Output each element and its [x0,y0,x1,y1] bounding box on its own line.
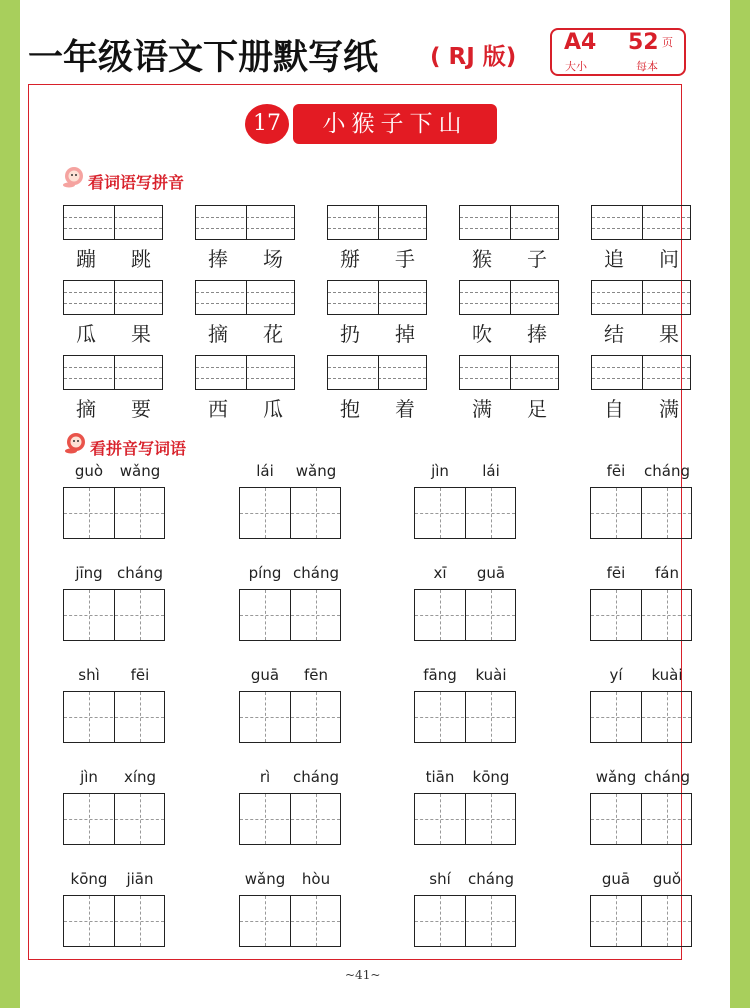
character-writing-box[interactable] [590,691,692,743]
section-look-words-title: 看词语写拼音 [88,173,185,192]
size-label: 大小 [565,60,587,73]
character-writing-box[interactable] [590,793,692,845]
pinyin-label: wǎng [244,870,286,888]
character-writing-box[interactable] [63,691,165,743]
pinyin-answer-box[interactable] [327,280,427,315]
character-writing-box[interactable] [414,691,516,743]
word-character: 足 [527,397,547,421]
character-writing-box[interactable] [590,487,692,539]
pinyin-answer-box[interactable] [63,355,163,390]
pages-value: 52 [628,30,659,55]
pinyin-answer-box[interactable] [459,205,559,240]
pinyin-answer-box[interactable] [459,280,559,315]
pinyin-label: guā [476,564,506,582]
pinyin-label: guǒ [652,870,682,888]
pinyin-label: kuài [651,666,683,684]
word-character: 吹 [472,322,492,346]
character-writing-box[interactable] [414,589,516,641]
pinyin-label: wǎng [595,768,637,786]
section-look-pinyin-title: 看拼音写词语 [90,439,187,458]
pinyin-answer-box[interactable] [327,205,427,240]
word-character: 花 [263,322,283,346]
word-character: 子 [527,247,547,271]
pinyin-label: cháng [468,870,514,888]
pinyin-label: cháng [117,564,163,582]
lion-icon [64,432,88,454]
pinyin-label: guā [250,666,280,684]
pinyin-label: wǎng [119,462,161,480]
pinyin-label: fēi [606,462,626,480]
word-character: 掰 [340,247,360,271]
pinyin-label: rì [259,768,271,786]
pinyin-label: guò [74,462,104,480]
pinyin-label: shì [78,666,100,684]
pinyin-label: xíng [123,768,157,786]
word-character: 结 [604,322,624,346]
size-value: A4 [564,30,597,55]
size-badge [550,28,686,76]
pinyin-label: jīng [75,564,103,582]
character-writing-box[interactable] [63,793,165,845]
pinyin-label: kōng [70,870,108,888]
word-character: 手 [395,247,415,271]
pinyin-answer-box[interactable] [327,355,427,390]
word-character: 问 [659,247,679,271]
character-writing-box[interactable] [239,895,341,947]
word-character: 掉 [395,322,415,346]
pinyin-label: fēi [130,666,150,684]
pinyin-label: shí [429,870,451,888]
pinyin-answer-box[interactable] [195,355,295,390]
pinyin-label: wǎng [295,462,337,480]
pinyin-answer-box[interactable] [591,355,691,390]
pinyin-label: fēn [303,666,329,684]
pinyin-label: jiān [126,870,154,888]
pinyin-label: hòu [301,870,331,888]
pinyin-label: fēi [606,564,626,582]
lesson-title: 小猴子下山 [293,104,497,144]
word-character: 摘 [208,322,228,346]
character-writing-box[interactable] [239,487,341,539]
word-character: 自 [604,397,624,421]
character-writing-box[interactable] [63,895,165,947]
pinyin-label: guā [601,870,631,888]
pinyin-label: fán [655,564,679,582]
pinyin-label: xī [433,564,447,582]
word-character: 满 [659,397,679,421]
word-character: 扔 [340,322,360,346]
word-character: 蹦 [76,247,96,271]
character-writing-box[interactable] [590,895,692,947]
word-character: 追 [604,247,624,271]
character-writing-box[interactable] [63,589,165,641]
character-writing-box[interactable] [239,691,341,743]
pinyin-label: lái [482,462,500,480]
pinyin-answer-box[interactable] [459,355,559,390]
pinyin-label: cháng [293,564,339,582]
word-character: 抱 [340,397,360,421]
pinyin-label: cháng [644,768,690,786]
pinyin-label: cháng [293,768,339,786]
page-number: ~41~ [345,968,381,982]
word-character: 瓜 [263,397,283,421]
character-writing-box[interactable] [239,589,341,641]
character-writing-box[interactable] [414,487,516,539]
word-character: 满 [472,397,492,421]
pinyin-label: kuài [475,666,507,684]
word-character: 捧 [208,247,228,271]
pinyin-label: yí [609,666,623,684]
pinyin-label: píng [248,564,282,582]
pinyin-answer-box[interactable] [195,280,295,315]
pinyin-answer-box[interactable] [63,205,163,240]
character-writing-box[interactable] [590,589,692,641]
pinyin-label: fāng [423,666,457,684]
word-character: 猴 [472,247,492,271]
character-writing-box[interactable] [239,793,341,845]
word-character: 果 [131,322,151,346]
pinyin-label: jìn [431,462,449,480]
page-title: 一年级语文下册默写纸 [28,38,379,78]
pinyin-label: cháng [644,462,690,480]
pinyin-answer-box[interactable] [63,280,163,315]
pinyin-answer-box[interactable] [195,205,295,240]
word-character: 摘 [76,397,96,421]
lion-icon [62,166,86,188]
word-character: 果 [659,322,679,346]
character-writing-box[interactable] [414,793,516,845]
edition-label: ( RJ 版) [430,44,517,70]
pinyin-label: lái [256,462,274,480]
pages-unit: 页 [662,36,673,49]
character-writing-box[interactable] [63,487,165,539]
word-character: 要 [131,397,151,421]
pinyin-label: kōng [472,768,510,786]
word-character: 西 [208,397,228,421]
pinyin-answer-box[interactable] [591,280,691,315]
pinyin-label: tiān [425,768,455,786]
word-character: 跳 [131,247,151,271]
word-character: 着 [395,397,415,421]
pinyin-label: jìn [80,768,98,786]
word-character: 捧 [527,322,547,346]
character-writing-box[interactable] [414,895,516,947]
pinyin-answer-box[interactable] [591,205,691,240]
word-character: 场 [263,247,283,271]
lesson-number: 17 [245,104,289,144]
word-character: 瓜 [76,322,96,346]
pages-label: 每本 [636,60,658,73]
